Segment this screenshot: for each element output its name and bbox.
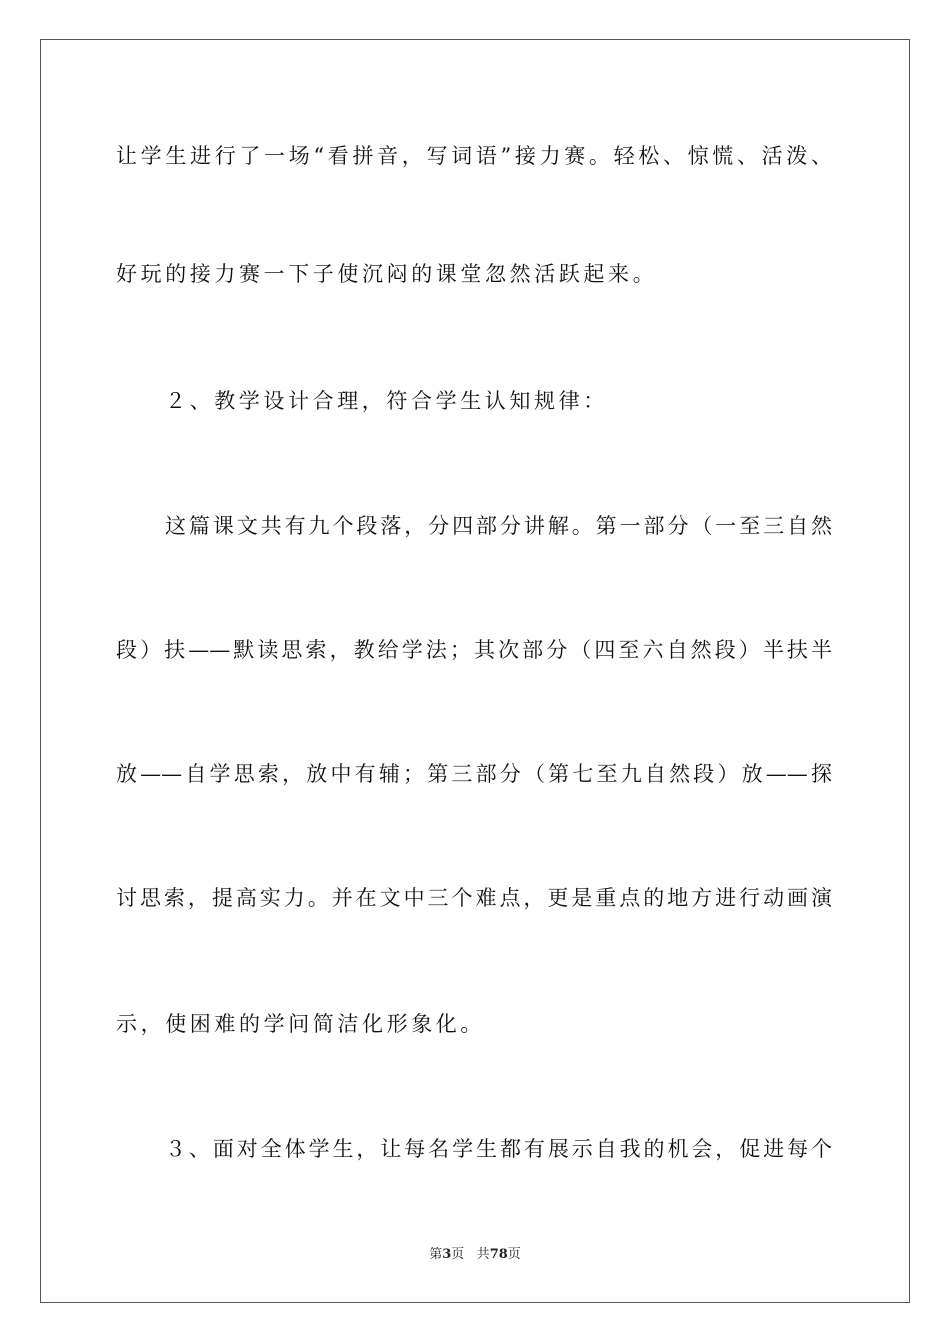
page-footer — [0, 1246, 950, 1264]
paragraph-line-2: 好玩的接力赛一下子使沉闷的课堂忽然活跃起来。 — [116, 262, 658, 286]
page-border — [40, 39, 910, 1303]
paragraph-line-4: 段）扶——默读思索，教给学法；其次部分（四至六自然段）半扶半 — [116, 638, 832, 662]
footer-prefix: 第 — [429, 1247, 443, 1262]
section-heading-3: ３、面对全体学生，让每名学生都有展示自我的机会，促进每个 — [165, 1137, 832, 1161]
page-number: 3 — [442, 1247, 452, 1262]
section-heading-2: ２、教学设计合理，符合学生认知规律： — [165, 389, 608, 413]
paragraph-line-7: 示，使困难的学问简洁化形象化。 — [116, 1012, 485, 1036]
paragraph-line-6: 讨思索，提高实力。并在文中三个难点，更是重点的地方进行动画演 — [116, 886, 832, 910]
paragraph-line-3: 这篇课文共有九个段落，分四部分讲解。第一部分（一至三自然 — [165, 514, 832, 538]
footer-total-prefix: 共 — [476, 1247, 490, 1262]
footer-page-suffix: 页 — [451, 1247, 465, 1262]
footer-total-suffix: 页 — [507, 1247, 521, 1262]
total-pages: 78 — [489, 1247, 508, 1262]
paragraph-line-1: 让学生进行了一场“看拼音，写词语”接力赛。轻松、惊慌、活泼、 — [116, 144, 832, 168]
paragraph-line-5: 放——自学思索，放中有辅；第三部分（第七至九自然段）放——探 — [116, 762, 832, 786]
